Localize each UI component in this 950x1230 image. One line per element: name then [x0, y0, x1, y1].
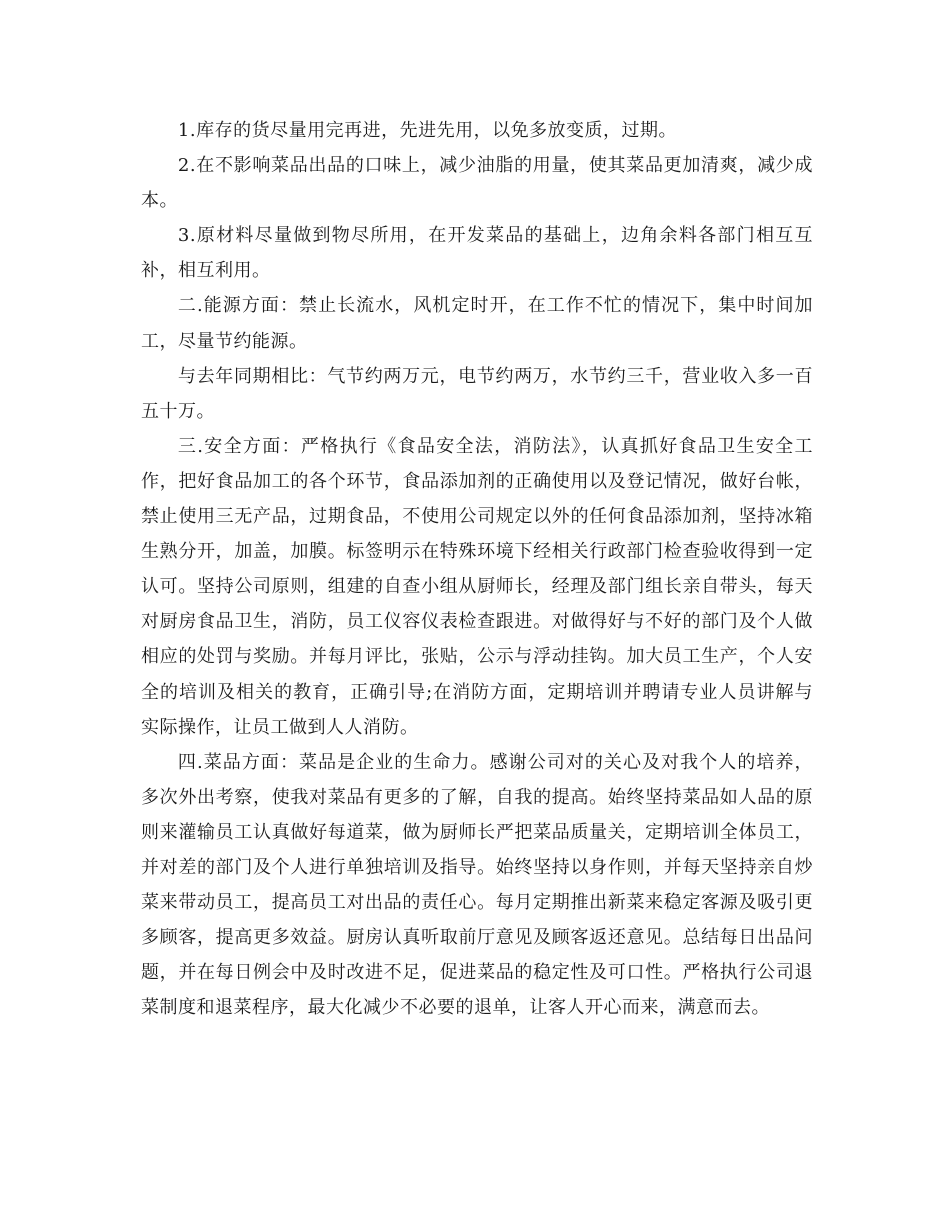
paragraph-energy: 二.能源方面：禁止长流水，风机定时开，在工作不忙的情况下，集中时间加工，尽量节约能源。 — [141, 295, 813, 352]
paragraph-dishes: 四.菜品方面：菜品是企业的生命力。感谢公司对的关心及对我个人的培养，多次外出考察，使我对菜品有更多的了解，自我的提高。始终坚持菜品如人品的原则来灌输员工认真做好每道菜，做为厨师长严把菜品质量关，定期培训全体员工，并对差的部门及个人进行单独培训及指导。始终坚持以身作则，并每天坚持亲自炒菜来带动员工，提高员工对出品的责任心。每月定期推出新菜来稳定客源及吸引更多顾客，提高更多效益。厨房认真听取前厅意见及顾客返还意见。总结每日出品问题，并在每日例会中及时改进不足，促进菜品的稳定性及可口性。严格执行公司退菜制度和退菜程序，最大化减少不必要的退单，让客人开心而来，满意而去。 — [141, 751, 813, 1019]
document-body — [141, 113, 813, 1025]
paragraph-yearly-comparison: 与去年同期相比：气节约两万元，电节约两万，水节约三千，营业收入多一百五十万。 — [141, 365, 813, 422]
paragraph-safety: 三.安全方面：严格执行《食品安全法，消防法》，认真抓好食品卫生安全工作，把好食品加工的各个环节，食品添加剂的正确使用以及登记情况，做好台帐，禁止使用三无产品，过期食品，不使用公司规定以外的任何食品添加剂，坚持冰箱生熟分开，加盖，加膜。标签明示在特殊环境下经相关行政部门检查验收得到一定认可。坚持公司原则，组建的自查小组从厨师长，经理及部门组长亲自带头，每天对厨房食品卫生，消防，员工仪容仪表检查跟进。对做得好与不好的部门及个人做相应的处罚与奖励。并每月评比，张贴，公示与浮动挂钩。加大员工生产，个人安全的培训及相关的教育，正确引导;在消防方面，定期培训并聘请专业人员讲解与实际操作，让员工做到人人消防。 — [141, 435, 813, 738]
paragraph-raw-materials: 3.原材料尽量做到物尽所用，在开发菜品的基础上，边角余料各部门相互互补，相互利用。 — [141, 225, 813, 282]
paragraph-inventory: 1.库存的货尽量用完再进，先进先用，以免多放变质，过期。 — [177, 120, 678, 141]
paragraph-oil-usage: 2.在不影响菜品出品的口味上，减少油脂的用量，使其菜品更加清爽，减少成本。 — [141, 155, 813, 212]
